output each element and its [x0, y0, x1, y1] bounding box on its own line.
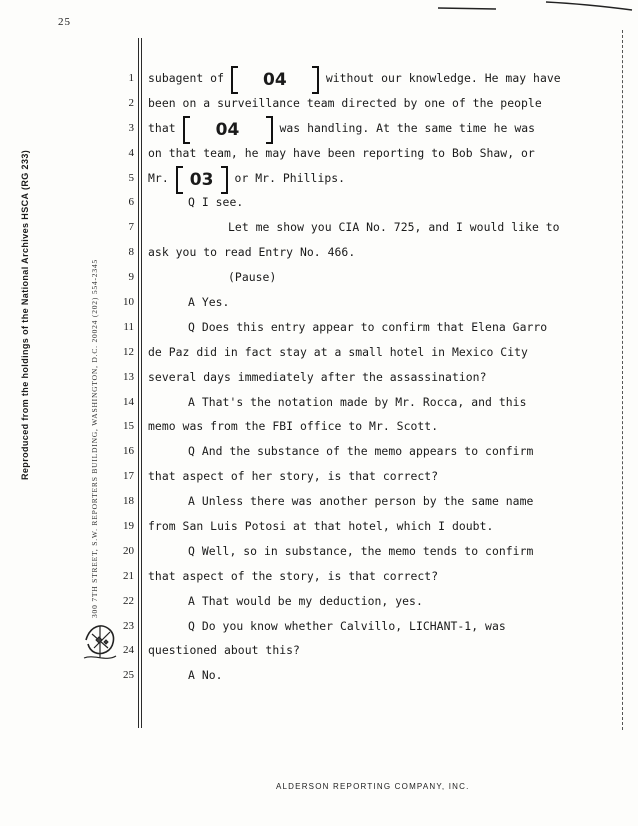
line-number: 7	[128, 221, 134, 234]
line-number: 22	[123, 594, 134, 607]
line-number-column	[108, 66, 134, 688]
line-text: Let me show you CIA No. 725, and I would like to	[228, 220, 560, 235]
line-text: been on a surveillance team directed by one of the people	[148, 95, 542, 110]
line-number: 3	[128, 121, 134, 134]
transcript-line	[148, 564, 610, 589]
line-text: memo was from the FBI office to Mr. Scott.	[148, 419, 439, 434]
line-text: de Paz did in fact stay at a small hotel in Mexico City	[148, 344, 528, 359]
line-number: 17	[123, 470, 134, 483]
line-text: without our knowledge. He may have	[318, 71, 561, 85]
line-text: Mr.	[148, 170, 176, 185]
transcript-line	[148, 663, 610, 688]
transcript-line	[148, 91, 610, 116]
line-number: 10	[123, 296, 134, 309]
margin-rule	[138, 38, 139, 728]
redaction-code: 04	[231, 71, 319, 89]
transcript-line	[148, 638, 610, 663]
line-text: ask you to read Entry No. 466.	[148, 245, 356, 260]
line-number: 25	[123, 669, 134, 682]
line-number: 11	[123, 320, 134, 333]
line-text: Q And the substance of the memo appears to confirm	[188, 444, 534, 459]
margin-rule	[141, 38, 142, 728]
transcript-line	[148, 489, 610, 514]
line-number: 13	[123, 370, 134, 383]
redaction-code: 03	[176, 171, 228, 189]
line-text: that aspect of her story, is that correct?	[148, 469, 439, 484]
line-number: 23	[123, 619, 134, 632]
line-text: from San Luis Potosi at that hotel, which I doubt.	[148, 519, 494, 534]
transcript-line	[148, 614, 610, 639]
redaction-code: 04	[183, 121, 273, 139]
line-text: A That would be my deduction, yes.	[188, 593, 423, 608]
line-text: Q Well, so in substance, the memo tends to confirm	[188, 543, 534, 558]
transcript-line	[148, 141, 610, 166]
line-text: was handling. At the same time he was	[272, 120, 536, 135]
line-number: 4	[128, 146, 134, 159]
line-text: A No.	[188, 668, 223, 683]
transcript-line	[148, 390, 610, 415]
line-number: 1	[128, 72, 134, 84]
line-number: 19	[123, 520, 134, 533]
transcript-line	[148, 514, 610, 539]
transcript-line	[148, 290, 610, 315]
transcript-line	[148, 464, 610, 489]
archive-note: Reproduced from the holdings of the National Archives HSCA (RG 233)	[20, 149, 30, 480]
line-number: 18	[123, 495, 134, 508]
line-number: 20	[123, 544, 134, 557]
transcript-line	[148, 340, 610, 365]
right-margin-rule	[622, 30, 623, 730]
line-number: 2	[128, 96, 134, 109]
transcript-line	[148, 66, 610, 91]
reporting-company-footer: ALDERSON REPORTING COMPANY, INC.	[276, 782, 470, 791]
line-text: questioned about this?	[148, 643, 300, 658]
line-text: (Pause)	[228, 270, 277, 285]
line-text: A That's the notation made by Mr. Rocca, and this	[188, 394, 527, 409]
line-text: that	[148, 120, 183, 135]
reporter-address: 300 7TH STREET, S.W. REPORTERS BUILDING, WASHINGTON, D.C. 20024 (202) 554-2345	[90, 259, 99, 618]
line-number: 21	[123, 569, 134, 582]
line-text: that aspect of the story, is that correct?	[148, 568, 439, 583]
line-number: 16	[123, 445, 134, 458]
line-number: 6	[128, 196, 134, 209]
transcript-line	[148, 539, 610, 564]
line-text: Q Does this entry appear to confirm that Elena Garro	[188, 319, 548, 334]
transcript-line	[148, 414, 610, 439]
line-number: 8	[128, 246, 134, 259]
line-text: subagent of	[148, 71, 231, 85]
line-number: 9	[128, 271, 134, 284]
transcript-line	[148, 190, 610, 215]
transcript-line	[148, 116, 610, 141]
transcript-line	[148, 166, 610, 191]
transcript-line	[148, 439, 610, 464]
line-text: Q I see.	[188, 195, 244, 210]
top-edge-mark	[436, 0, 636, 12]
line-number: 24	[123, 644, 134, 657]
line-text: on that team, he may have been reporting to Bob Shaw, or	[148, 145, 535, 160]
page-number: 25	[58, 16, 71, 28]
line-number: 12	[123, 345, 134, 358]
transcript-line	[148, 365, 610, 390]
line-number: 5	[128, 171, 134, 184]
line-text: A Yes.	[188, 295, 230, 310]
transcript-line	[148, 589, 610, 614]
transcript-line	[148, 315, 610, 340]
line-text: or Mr. Phillips.	[227, 170, 346, 185]
transcript-line	[148, 215, 610, 240]
line-text: A Unless there was another person by the same name	[188, 494, 534, 509]
transcript-line	[148, 265, 610, 290]
transcript-text	[148, 66, 610, 688]
line-text: Q Do you know whether Calvillo, LICHANT-1, was	[188, 618, 506, 633]
line-number: 14	[123, 395, 134, 408]
transcript-line	[148, 240, 610, 265]
line-text: several days immediately after the assassination?	[148, 369, 487, 384]
line-number: 15	[123, 420, 134, 433]
